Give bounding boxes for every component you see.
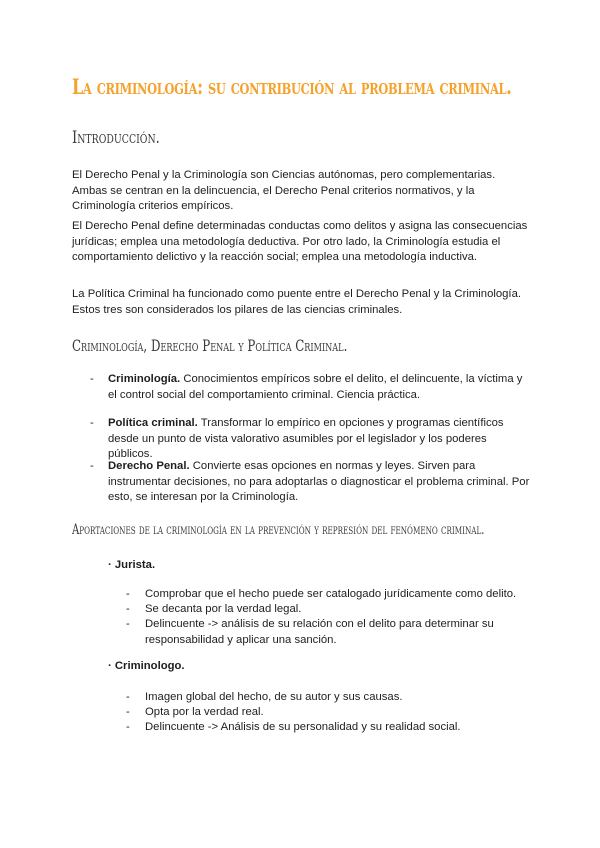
list-item-politica-criminal bbox=[90, 416, 530, 463]
term-derecho-penal: Derecho Penal. bbox=[108, 460, 190, 472]
bullet-dash: - bbox=[90, 460, 94, 472]
criminologo-point-2: Opta por la verdad real. bbox=[145, 706, 264, 718]
jurista-point-3: Delincuente -> análisis de su relación con el delito para determinar su responsabilidad y aplicar una sanción. bbox=[145, 618, 494, 646]
bullet-dash: - bbox=[126, 721, 130, 733]
list-item bbox=[126, 690, 526, 706]
list-item bbox=[126, 705, 526, 721]
desc-derecho-penal: Convierte esas opciones en normas y leyes. Sirven para instrumentar decisiones, no para adoptarlas o diagnosticar el problema criminal. Por esto, se interesan por la Criminología. bbox=[108, 460, 530, 503]
list-item-derecho-penal bbox=[90, 459, 530, 506]
role-jurista: · Jurista. bbox=[108, 559, 156, 571]
list-item bbox=[126, 587, 526, 603]
criminologo-point-3: Delincuente -> Análisis de su personalidad y su realidad social. bbox=[145, 721, 461, 733]
bullet-dash: - bbox=[90, 373, 94, 385]
role-criminologo: · Criminologo. bbox=[108, 660, 185, 672]
intro-paragraph-3: La Política Criminal ha funcionado como puente entre el Derecho Penal y la Criminología. Estos tres son considerados los pilares de las ciencias criminales. bbox=[72, 288, 521, 316]
criminologo-point-1: Imagen global del hecho, de su autor y sus causas. bbox=[145, 691, 403, 703]
list-item bbox=[126, 602, 526, 618]
bullet-dash: - bbox=[126, 588, 130, 600]
jurista-point-2: Se decanta por la verdad legal. bbox=[145, 603, 302, 615]
intro-paragraph-1: El Derecho Penal y la Criminología son Ciencias autónomas, pero complementarias. Ambas se centran en la delincuencia, el Derecho Penal criterios normativos, y la Criminología criterios empíricos. bbox=[72, 169, 496, 212]
list-item-criminologia bbox=[90, 372, 530, 403]
list-item bbox=[126, 617, 526, 648]
intro-paragraph-2: El Derecho Penal define determinadas conductas como delitos y asigna las consecuencias jurídicas; emplea una metodología deductiva. Por otro lado, la Criminología estudia el comportamiento delictivo y la reacción social; emplea una metodología inductiva. bbox=[72, 220, 528, 263]
list-item bbox=[126, 720, 526, 736]
heading-contributions: Aportaciones de la criminología en la prevención y represión del fenómeno criminal. bbox=[72, 522, 485, 538]
desc-criminologia: Conocimientos empíricos sobre el delito, el delincuente, la víctima y el control social del comportamiento criminal. Ciencia práctica. bbox=[108, 373, 523, 401]
bullet-dash: - bbox=[126, 603, 130, 615]
desc-politica-criminal: Transformar lo empírico en opciones y programas científicos desde un punto de vista valorativo asumibles por el legislador y los poderes públicos. bbox=[108, 417, 504, 460]
document-title: La criminología: su contribución al problema criminal. bbox=[72, 74, 512, 99]
bullet-dash: - bbox=[90, 417, 94, 429]
term-politica-criminal: Política criminal. bbox=[108, 417, 198, 429]
jurista-point-1: Comprobar que el hecho puede ser catalogado jurídicamente como delito. bbox=[145, 588, 517, 600]
bullet-dash: - bbox=[126, 618, 130, 630]
heading-introduccion: Introducción. bbox=[72, 128, 160, 148]
bullet-dash: - bbox=[126, 706, 130, 718]
bullet-dash: - bbox=[126, 691, 130, 703]
heading-pillars: Criminología, Derecho Penal y Política Criminal. bbox=[72, 336, 348, 355]
term-criminologia: Criminología. bbox=[108, 373, 181, 385]
